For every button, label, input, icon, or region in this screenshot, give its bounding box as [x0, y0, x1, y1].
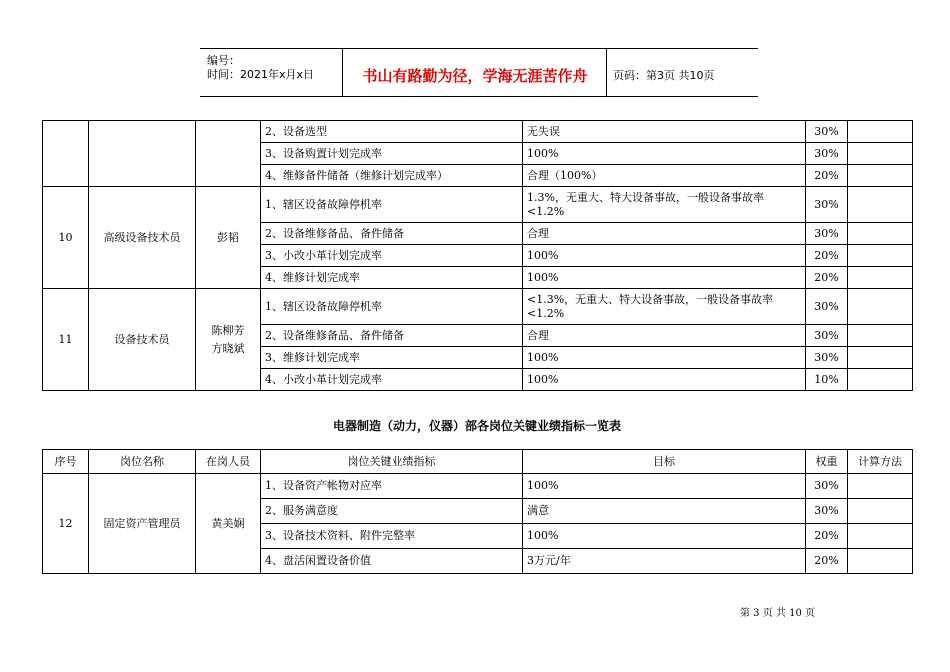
- method-cell: [848, 369, 913, 391]
- section-title: 电器制造（动力，仪器）部各岗位关键业绩指标一览表: [332, 419, 621, 433]
- header-page-label: 页码：第3页 共10页: [613, 69, 715, 82]
- kpi-cell: 2、设备维修备品、备件储备: [261, 325, 523, 347]
- kpi-table-continued: [42, 120, 913, 391]
- weight-cell: 10%: [806, 369, 848, 391]
- weight-cell: 30%: [806, 187, 848, 223]
- weight-cell: 30%: [806, 143, 848, 165]
- kpi-cell: 4、维修备件储备（维修计划完成率）: [261, 165, 523, 187]
- kpi-cell: 3、设备技术资料、附件完整率: [261, 524, 523, 549]
- staff-name: [196, 121, 261, 187]
- method-cell: [848, 165, 913, 187]
- target-cell: 100%: [523, 524, 806, 549]
- target-cell: 合理（100%）: [523, 165, 806, 187]
- target-cell: 100%: [523, 267, 806, 289]
- target-cell: 满意: [523, 499, 806, 524]
- method-cell: [848, 245, 913, 267]
- weight-cell: 20%: [806, 245, 848, 267]
- target-cell: 1.3%，无重大、特大设备事故，一般设备事故率<1.2%: [523, 187, 806, 223]
- header-top-rule: [200, 48, 758, 49]
- position-name: [89, 121, 196, 187]
- target-cell: 100%: [523, 369, 806, 391]
- weight-cell: 30%: [806, 223, 848, 245]
- method-cell: [848, 143, 913, 165]
- kpi-cell: 4、小改小革计划完成率: [261, 369, 523, 391]
- target-cell: 合理: [523, 223, 806, 245]
- kpi-cell: 4、盘活闲置设备价值: [261, 549, 523, 574]
- kpi-cell: 2、设备维修备品、备件储备: [261, 223, 523, 245]
- table-row: [43, 187, 913, 223]
- kpi-cell: 1、辖区设备故障停机率: [261, 289, 523, 325]
- weight-cell: 30%: [806, 289, 848, 325]
- target-cell: 合理: [523, 325, 806, 347]
- target-cell: 100%: [523, 474, 806, 499]
- col-header-target: 目标: [523, 450, 806, 474]
- header-time-label: 时间：2021年x月x日: [207, 68, 315, 81]
- kpi-cell: 1、设备资产帐物对应率: [261, 474, 523, 499]
- col-header-position: 岗位名称: [89, 450, 196, 474]
- weight-cell: 30%: [806, 499, 848, 524]
- table-header-row: [43, 450, 913, 474]
- method-cell: [848, 289, 913, 325]
- kpi-table-electrical: [42, 449, 913, 574]
- method-cell: [848, 223, 913, 245]
- header-divider-right: [606, 48, 607, 97]
- position-name: 高级设备技术员: [89, 187, 196, 289]
- target-cell: 100%: [523, 245, 806, 267]
- page-footer: 第 3 页 共 10 页: [740, 608, 815, 619]
- target-cell: 100%: [523, 143, 806, 165]
- staff-name: 陈柳芳 方晓斌: [196, 289, 261, 391]
- method-cell: [848, 347, 913, 369]
- target-cell: 无失误: [523, 121, 806, 143]
- header-code-label: 编号：: [207, 54, 240, 67]
- weight-cell: 30%: [806, 347, 848, 369]
- kpi-cell: 3、小改小革计划完成率: [261, 245, 523, 267]
- kpi-cell: 3、维修计划完成率: [261, 347, 523, 369]
- col-header-weight: 权重: [806, 450, 848, 474]
- method-cell: [848, 267, 913, 289]
- kpi-table-body: [43, 121, 913, 391]
- header-bottom-rule: [200, 96, 758, 97]
- target-cell: 3万元/年: [523, 549, 806, 574]
- kpi-cell: 1、辖区设备故障停机率: [261, 187, 523, 223]
- method-cell: [848, 499, 913, 524]
- kpi-cell: 4、维修计划完成率: [261, 267, 523, 289]
- method-cell: [848, 474, 913, 499]
- target-cell: <1.3%，无重大、特大设备事故，一般设备事故率<1.2%: [523, 289, 806, 325]
- weight-cell: 30%: [806, 474, 848, 499]
- kpi-cell: 3、设备购置计划完成率: [261, 143, 523, 165]
- row-number: 10: [43, 187, 89, 289]
- col-header-method: 计算方法: [848, 450, 913, 474]
- staff-name: 黄美娴: [196, 474, 261, 574]
- kpi-table-body: [43, 474, 913, 574]
- weight-cell: 30%: [806, 325, 848, 347]
- weight-cell: 30%: [806, 121, 848, 143]
- row-number: 12: [43, 474, 89, 574]
- staff-name: 彭韬: [196, 187, 261, 289]
- header-divider-left: [342, 48, 343, 97]
- table-row: [43, 121, 913, 143]
- col-header-kpi: 岗位关键业绩指标: [261, 450, 523, 474]
- kpi-cell: 2、设备选型: [261, 121, 523, 143]
- col-header-no: 序号: [43, 450, 89, 474]
- table-row: [43, 474, 913, 499]
- row-number: 11: [43, 289, 89, 391]
- weight-cell: 20%: [806, 267, 848, 289]
- method-cell: [848, 524, 913, 549]
- target-cell: 100%: [523, 347, 806, 369]
- col-header-person: 在岗人员: [196, 450, 261, 474]
- table-row: [43, 289, 913, 325]
- method-cell: [848, 549, 913, 574]
- weight-cell: 20%: [806, 524, 848, 549]
- method-cell: [848, 121, 913, 143]
- method-cell: [848, 187, 913, 223]
- weight-cell: 20%: [806, 165, 848, 187]
- kpi-cell: 2、服务满意度: [261, 499, 523, 524]
- weight-cell: 20%: [806, 549, 848, 574]
- header-motto: 书山有路勤为径，学海无涯苦作舟: [362, 67, 588, 85]
- position-name: 设备技术员: [89, 289, 196, 391]
- method-cell: [848, 325, 913, 347]
- row-number: [43, 121, 89, 187]
- position-name: 固定资产管理员: [89, 474, 196, 574]
